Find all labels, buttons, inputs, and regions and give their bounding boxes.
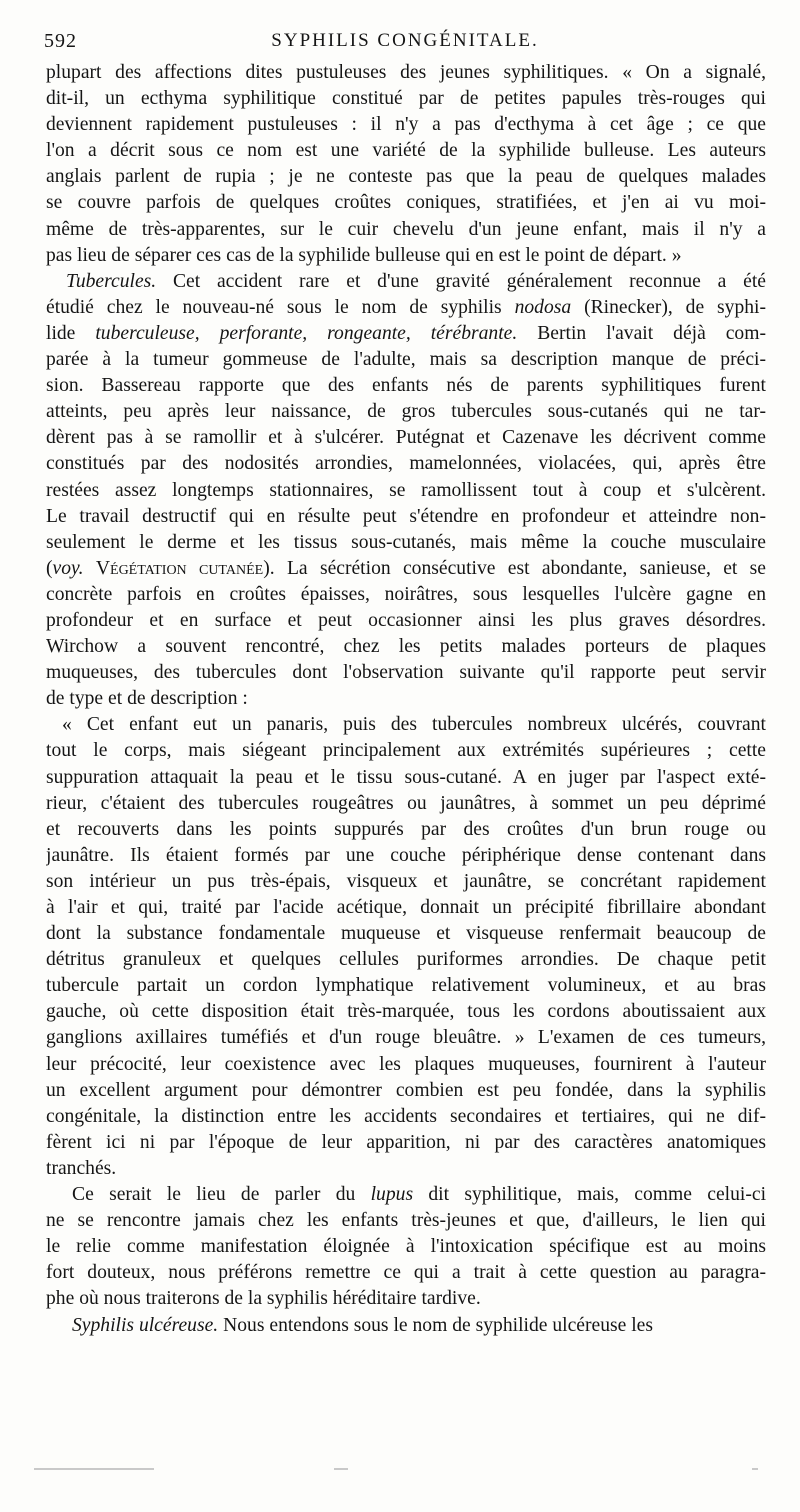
text-segment: son intérieur un pus très-épais, visqueux et jaunâtre, se concrétant rapidement xyxy=(46,870,766,892)
text-segment: gauche, où cette disposition était très-marquée, tous les cordons aboutissaient aux xyxy=(46,1001,766,1023)
text-line xyxy=(46,269,766,295)
text-segment: concrète parfois en croûtes épaisses, noirâtres, sous lesquelles l'ulcère gagne en xyxy=(46,583,766,605)
text-segment: Cet accident rare et d'une gravité généralement reconnue a été xyxy=(156,270,766,292)
text-segment: constitués par des nodosités arrondies, mamelonnées, violacées, qui, après être xyxy=(46,453,766,475)
text-line xyxy=(46,1234,766,1260)
footer-print-marks xyxy=(34,1468,774,1474)
text-segment: tout le corps, mais siégeant principalement aux extrémités supérieures ; cette xyxy=(46,740,766,762)
text-segment: fèrent ici ni par l'époque de leur apparition, ni par des caractères anatomiques xyxy=(46,1131,766,1153)
text-segment: suppuration attaquait la peau et le tissu sous-cutané. A en juger par l'aspect exté- xyxy=(46,766,766,788)
text-line xyxy=(46,478,766,504)
text-segment: phe où nous traiterons de la syphilis héréditaire tardive. xyxy=(46,1288,481,1310)
text-segment: ne se rencontre jamais chez les enfants très-jeunes et que, d'ailleurs, le lien qui xyxy=(46,1210,766,1232)
text-segment: muqueuses, des tubercules dont l'observation suivante qu'il rapporte peut servir xyxy=(46,662,766,684)
text-line xyxy=(46,843,766,869)
text-line xyxy=(46,530,766,556)
text-segment: jaunâtre. Ils étaient formés par une couche périphérique dense contenant dans xyxy=(46,844,766,866)
text-segment: Bertin l'avait déjà com- xyxy=(517,322,766,344)
text-line xyxy=(46,712,766,738)
text-line xyxy=(46,321,766,347)
text-segment: fort douteux, nous préférons remettre ce qui a trait à cette question au paragra- xyxy=(46,1262,766,1284)
running-title: SYPHILIS CONGÉNITALE. xyxy=(271,30,539,51)
text-segment: même de très-apparentes, sur le cuir chevelu d'un jeune enfant, mais il n'y a xyxy=(46,218,766,240)
text-line xyxy=(46,634,766,660)
text-line xyxy=(46,660,766,686)
print-mark xyxy=(752,1468,758,1470)
text-segment: et recouverts dans les points suppurés par des croûtes d'un brun rouge ou xyxy=(46,818,766,840)
text-segment: congénitale, la distinction entre les accidents secondaires et tertiaires, qui ne dif- xyxy=(46,1105,766,1127)
text-segment: restées assez longtemps stationnaires, se ramollissent tout à coup et s'ulcèrent. xyxy=(46,479,766,501)
text-segment: le relie comme manifestation éloignée à l'intoxication spécifique est au moins xyxy=(46,1236,766,1258)
italic-text: nodosa xyxy=(514,296,572,318)
text-line xyxy=(46,765,766,791)
text-segment: leur précocité, leur coexistence avec les plaques muqueuses, fournirent à l'auteur xyxy=(46,1053,766,1075)
text-segment: dit syphilitique, mais, comme celui-ci xyxy=(413,1184,766,1206)
italic-text: tuberculeuse, perforante, rongeante, térébrante. xyxy=(95,322,518,344)
text-segment: détritus granuleux et quelques cellules puriformes arrondies. De chaque petit xyxy=(46,949,766,971)
text-segment: étudié chez le nouveau-né sous le nom de syphilis xyxy=(46,296,515,318)
text-line xyxy=(46,347,766,373)
text-line xyxy=(46,1078,766,1104)
text-line xyxy=(46,112,766,138)
text-line xyxy=(46,1182,766,1208)
text-line xyxy=(46,138,766,164)
italic-text: Tubercules. xyxy=(66,270,157,292)
text-line xyxy=(46,1104,766,1130)
italic-text: Syphilis ulcéreuse. xyxy=(72,1314,219,1336)
text-segment: deviennent rapidement pustuleuses : il n'y a pas d'ecthyma à cet âge ; ce que xyxy=(46,114,766,136)
text-segment: « Cet enfant eut un panaris, puis des tubercules nombreux ulcérés, couvrant xyxy=(62,714,766,736)
body-text xyxy=(46,60,766,1339)
text-segment: pas lieu de séparer ces cas de la syphilide bulleuse qui en est le point de départ. » xyxy=(46,244,682,266)
text-line xyxy=(46,373,766,399)
print-mark xyxy=(334,1468,348,1470)
text-segment: Nous entendons sous le nom de syphilide ulcéreuse les xyxy=(218,1314,653,1336)
print-mark xyxy=(34,1468,154,1470)
text-line xyxy=(46,60,766,86)
text-line xyxy=(46,243,766,269)
text-segment: ( xyxy=(46,557,53,579)
text-segment: seulement le derme et les tissus sous-cutanés, mais même la couche musculaire xyxy=(46,531,766,553)
text-line xyxy=(46,1052,766,1078)
text-segment: l'on a décrit sous ce nom est une variété de la syphilide bulleuse. Les auteurs xyxy=(46,140,766,162)
text-line xyxy=(46,1313,766,1339)
text-line xyxy=(46,973,766,999)
text-line xyxy=(46,164,766,190)
italic-text: lupus xyxy=(370,1184,414,1206)
text-segment: un excellent argument pour démontrer combien est peu fondée, dans la syphilis xyxy=(46,1079,766,1101)
text-line xyxy=(46,895,766,921)
text-segment: Ce serait le lieu de parler du xyxy=(72,1184,371,1206)
text-segment: dont la substance fondamentale muqueuse et visqueuse renfermait beaucoup de xyxy=(46,923,766,945)
text-line xyxy=(46,399,766,425)
text-segment: (Rinecker), de syphi- xyxy=(571,296,766,318)
text-segment: plupart des affections dites pustuleuses des jeunes syphilitiques. « On a signalé, xyxy=(46,62,766,83)
text-segment: lide xyxy=(46,322,96,344)
text-segment: Le travail destructif qui en résulte peut s'étendre en profondeur et atteindre non- xyxy=(46,505,766,527)
text-line xyxy=(46,817,766,843)
text-line xyxy=(46,425,766,451)
small-caps-text: Végétation cutanée xyxy=(95,557,264,579)
italic-text: voy. xyxy=(52,557,84,579)
text-line xyxy=(46,921,766,947)
text-segment: Wirchow a souvent rencontré, chez les petits malades porteurs de plaques xyxy=(46,636,766,658)
text-line xyxy=(46,791,766,817)
text-segment: ). La sécrétion consécutive est abondante, sanieuse, et se xyxy=(263,557,766,579)
text-line xyxy=(46,1130,766,1156)
text-segment xyxy=(84,558,96,579)
text-segment: atteints, peu après leur naissance, de gros tubercules sous-cutanés qui ne tar- xyxy=(46,401,766,423)
text-segment: dèrent pas à se ramollir et à s'ulcérer. Putégnat et Cazenave les décrivent comme xyxy=(46,427,766,449)
text-segment: sion. Bassereau rapporte que des enfants nés de parents syphilitiques furent xyxy=(46,375,766,397)
text-line xyxy=(46,1025,766,1051)
text-segment: se couvre parfois de quelques croûtes coniques, stratifiées, et j'en ai vu moi- xyxy=(46,192,766,214)
text-segment: parée à la tumeur gommeuse de l'adulte, mais sa description manque de préci- xyxy=(46,349,766,371)
text-line xyxy=(46,1156,766,1182)
text-segment: rieur, c'étaient des tubercules rougeâtres ou jaunâtres, à sommet un peu déprimé xyxy=(46,792,766,814)
text-line xyxy=(46,999,766,1025)
page-number: 592 xyxy=(44,30,77,52)
text-line xyxy=(46,1260,766,1286)
text-line xyxy=(46,1286,766,1312)
text-segment: anglais parlent de rupia ; je ne conteste pas que la peau de quelques malades xyxy=(46,166,766,188)
text-line xyxy=(46,295,766,321)
text-line xyxy=(46,451,766,477)
text-line xyxy=(46,556,766,582)
running-head xyxy=(44,30,766,56)
text-line xyxy=(46,1208,766,1234)
text-line xyxy=(46,86,766,112)
text-line xyxy=(46,738,766,764)
text-segment: ganglions axillaires tuméfiés et d'un rouge bleuâtre. » L'examen de ces tumeurs, xyxy=(46,1027,766,1049)
text-line xyxy=(46,686,766,712)
text-segment: de type et de description : xyxy=(46,688,248,710)
text-line xyxy=(46,947,766,973)
text-segment: dit-il, un ecthyma syphilitique constitué par de petites papules très-rouges qui xyxy=(46,88,766,110)
text-line xyxy=(46,190,766,216)
text-line xyxy=(46,582,766,608)
text-segment: tranchés. xyxy=(46,1157,117,1179)
text-segment: tubercule partait un cordon lymphatique relativement volumineux, et au bras xyxy=(46,975,766,997)
text-line xyxy=(46,217,766,243)
text-line xyxy=(46,504,766,530)
text-segment: profondeur et en surface et peut occasionner ainsi les plus graves désordres. xyxy=(46,609,766,631)
text-segment: à l'air et qui, traité par l'acide acétique, donnait un précipité fibrillaire abondant xyxy=(46,897,766,918)
text-line xyxy=(46,608,766,634)
text-line xyxy=(46,869,766,895)
